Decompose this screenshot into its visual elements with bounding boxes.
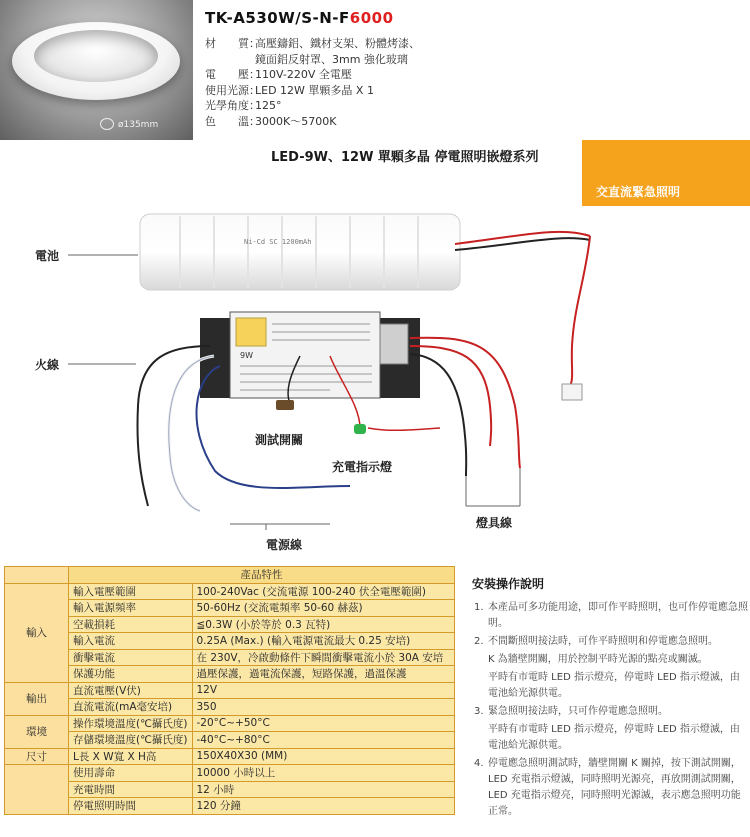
spec-value: LED 12W 單顆多晶 X 1 xyxy=(255,83,374,97)
table-row xyxy=(5,616,455,633)
spec-value: 3000K～5700K xyxy=(255,114,337,128)
spec-key: 電 壓： xyxy=(205,68,260,81)
instruction-text: 平時有市電時 LED 指示燈亮，停電時 LED 指示燈滅，由電池給光源供電。 xyxy=(488,724,740,751)
table-value: 過壓保護，過電流保護，短路保護，過溫保護 xyxy=(192,666,455,683)
table-group: 環境 xyxy=(5,715,69,748)
table-row xyxy=(5,649,455,666)
charge-led xyxy=(354,424,366,434)
table-value: 0.25A (Max.) (輸入電源電流最大 0.25 安培) xyxy=(192,633,455,650)
instruction-item xyxy=(474,756,748,820)
model-suffix: 6000 xyxy=(349,9,394,27)
table-value: 150X40X30 (MM) xyxy=(192,748,455,765)
series-title: LED-9W、12W 單顆多晶 停電照明嵌燈系列 xyxy=(271,150,539,165)
table-item: 充電時間 xyxy=(69,781,193,798)
table-row xyxy=(5,682,455,699)
table-header-row xyxy=(5,567,455,584)
downlight-lens xyxy=(34,30,158,82)
table-row xyxy=(5,600,455,617)
table-group: 輸出 xyxy=(5,682,69,715)
spec-key: 使用光源： xyxy=(205,83,260,97)
table-item: 輸入電壓範圍 xyxy=(69,583,193,600)
table-value: -40°C~+80°C xyxy=(192,732,455,749)
table-group: 尺寸 xyxy=(5,748,69,765)
label-test-switch: 測試開關 xyxy=(255,433,304,447)
test-switch xyxy=(276,400,294,410)
instruction-text: 停電應急照明測試時，牆壁開關 K 關掉，按下測試開關，LED 充電指示燈滅，同時照明光源亮，再放開測試開關，LED 充電指示燈亮，同時照明光源滅，表示應急照明功能正常。 xyxy=(488,758,741,817)
spec-key xyxy=(205,52,255,68)
instruction-item xyxy=(474,670,748,702)
table-value: ≦0.3W (小於等於 0.3 瓦特) xyxy=(192,616,455,633)
instruction-num xyxy=(474,722,488,754)
table-row xyxy=(5,781,455,798)
instruction-num: 3. xyxy=(474,706,484,717)
instruction-item xyxy=(474,704,748,720)
spec-value: 125° xyxy=(255,99,282,112)
product-specs xyxy=(205,36,420,129)
instruction-item xyxy=(474,634,748,650)
spec-row xyxy=(205,67,420,83)
table-row xyxy=(5,748,455,765)
label-lamp-wire: 燈具線 xyxy=(476,516,513,530)
label-battery: 電池 xyxy=(35,249,60,263)
battery-pack xyxy=(140,214,460,290)
spec-row xyxy=(205,36,420,52)
table-group xyxy=(5,765,69,815)
table-item: 衝擊電流 xyxy=(69,649,193,666)
table-row xyxy=(5,699,455,716)
table-row xyxy=(5,633,455,650)
battery-connector xyxy=(562,384,582,400)
spec-value: 鏡面鋁反射罩、3mm 強化玻璃 xyxy=(255,52,408,66)
table-item: 停電照明時間 xyxy=(69,798,193,815)
label-power-wire: 電源線 xyxy=(266,538,303,552)
spec-key: 材 質： xyxy=(205,37,260,50)
instruction-item xyxy=(474,652,748,668)
table-item: 直流電壓(V伏) xyxy=(69,682,193,699)
diameter-icon xyxy=(100,118,114,130)
spec-value: 高壓鑄鋁、鐵材支架、粉體烤漆、 xyxy=(255,37,420,50)
instruction-num: 1. xyxy=(474,602,484,613)
spec-row xyxy=(205,83,420,99)
table-row xyxy=(5,583,455,600)
instruction-num: 2. xyxy=(474,636,484,647)
instruction-text: 緊急照明接法時，只可作停電應急照明。 xyxy=(488,706,668,717)
table-row xyxy=(5,666,455,683)
spec-value: 110V-220V 全電壓 xyxy=(255,68,352,81)
label-live-wire: 火線 xyxy=(35,358,60,372)
lamp-red-wire-2 xyxy=(410,346,491,446)
battery-print: Ni-Cd SC 1200mAh xyxy=(244,238,312,246)
model-number xyxy=(205,9,394,27)
table-value: 350 xyxy=(192,699,455,716)
emergency-driver xyxy=(200,312,420,398)
table-value: 100-240Vac (交流電源 100-240 伏全電壓範圍) xyxy=(192,583,455,600)
table-row xyxy=(5,765,455,782)
product-photo xyxy=(0,0,193,140)
model-prefix: TK-A530W/S-N-F xyxy=(205,9,350,27)
table-group: 輸入 xyxy=(5,583,69,682)
table-item: 操作環境溫度(℃攝氏度) xyxy=(69,715,193,732)
connector-red-wire xyxy=(570,236,590,386)
table-value: 120 分鐘 xyxy=(192,798,455,815)
driver-print: 9W xyxy=(240,351,253,360)
table-row xyxy=(5,732,455,749)
instruction-num: 4. xyxy=(474,758,484,769)
instruction-num xyxy=(474,652,488,668)
table-value: 12V xyxy=(192,682,455,699)
table-item: 存儲環境溫度(℃攝氏度) xyxy=(69,732,193,749)
orange-banner xyxy=(582,140,750,206)
table-item: 輸入電源頻率 xyxy=(69,600,193,617)
spec-key: 光學角度： xyxy=(205,99,260,112)
table-header: 產品特性 xyxy=(69,567,455,584)
table-value: 12 小時 xyxy=(192,781,455,798)
wiring-diagram-svg xyxy=(0,206,750,556)
banner-label: 交直流緊急照明 xyxy=(596,185,681,199)
instruction-text: 本產品可多功能用途，即可作平時照明，也可作停電應急照明。 xyxy=(488,602,748,629)
instruction-text: K 為牆壁開關，用於控制平時光源的點亮或關滅。 xyxy=(488,654,708,665)
dimension-label: ø135mm xyxy=(118,120,159,130)
spec-row xyxy=(205,114,420,130)
table-value: 50-60Hz (交流電頻率 50-60 赫茲) xyxy=(192,600,455,617)
table-value: 10000 小時以上 xyxy=(192,765,455,782)
spec-table xyxy=(4,566,455,815)
instruction-item xyxy=(474,722,748,754)
spec-row xyxy=(205,98,420,114)
table-value: -20°C~+50°C xyxy=(192,715,455,732)
label-charge-indicator: 充電指示燈 xyxy=(332,460,393,474)
table-row xyxy=(5,715,455,732)
table-item: 空載損耗 xyxy=(69,616,193,633)
spec-row xyxy=(205,52,420,68)
instructions-title: 安裝操作說明 xyxy=(472,577,545,591)
table-item: 保護功能 xyxy=(69,666,193,683)
spec-key: 色 溫： xyxy=(205,114,260,128)
table-item: 使用壽命 xyxy=(69,765,193,782)
table-item: L長 X W寬 X H高 xyxy=(69,748,193,765)
battery-black-wire xyxy=(455,238,590,250)
table-item: 直流電流(mA毫安培) xyxy=(69,699,193,716)
instruction-text: 不間斷照明接法時，可作平時照明和停電應急照明。 xyxy=(488,636,718,647)
table-value: 在 230V，冷啟動條件下瞬間衝擊電流小於 30A 安培 xyxy=(192,649,455,666)
table-item: 輸入電流 xyxy=(69,633,193,650)
instructions-list xyxy=(474,600,748,822)
table-row xyxy=(5,798,455,815)
instruction-item xyxy=(474,600,748,632)
wiring-diagram xyxy=(0,206,750,556)
instruction-num xyxy=(474,670,488,702)
instruction-text: 平時有市電時 LED 指示燈亮，停電時 LED 指示燈滅，由電池給光源供電。 xyxy=(488,672,740,699)
